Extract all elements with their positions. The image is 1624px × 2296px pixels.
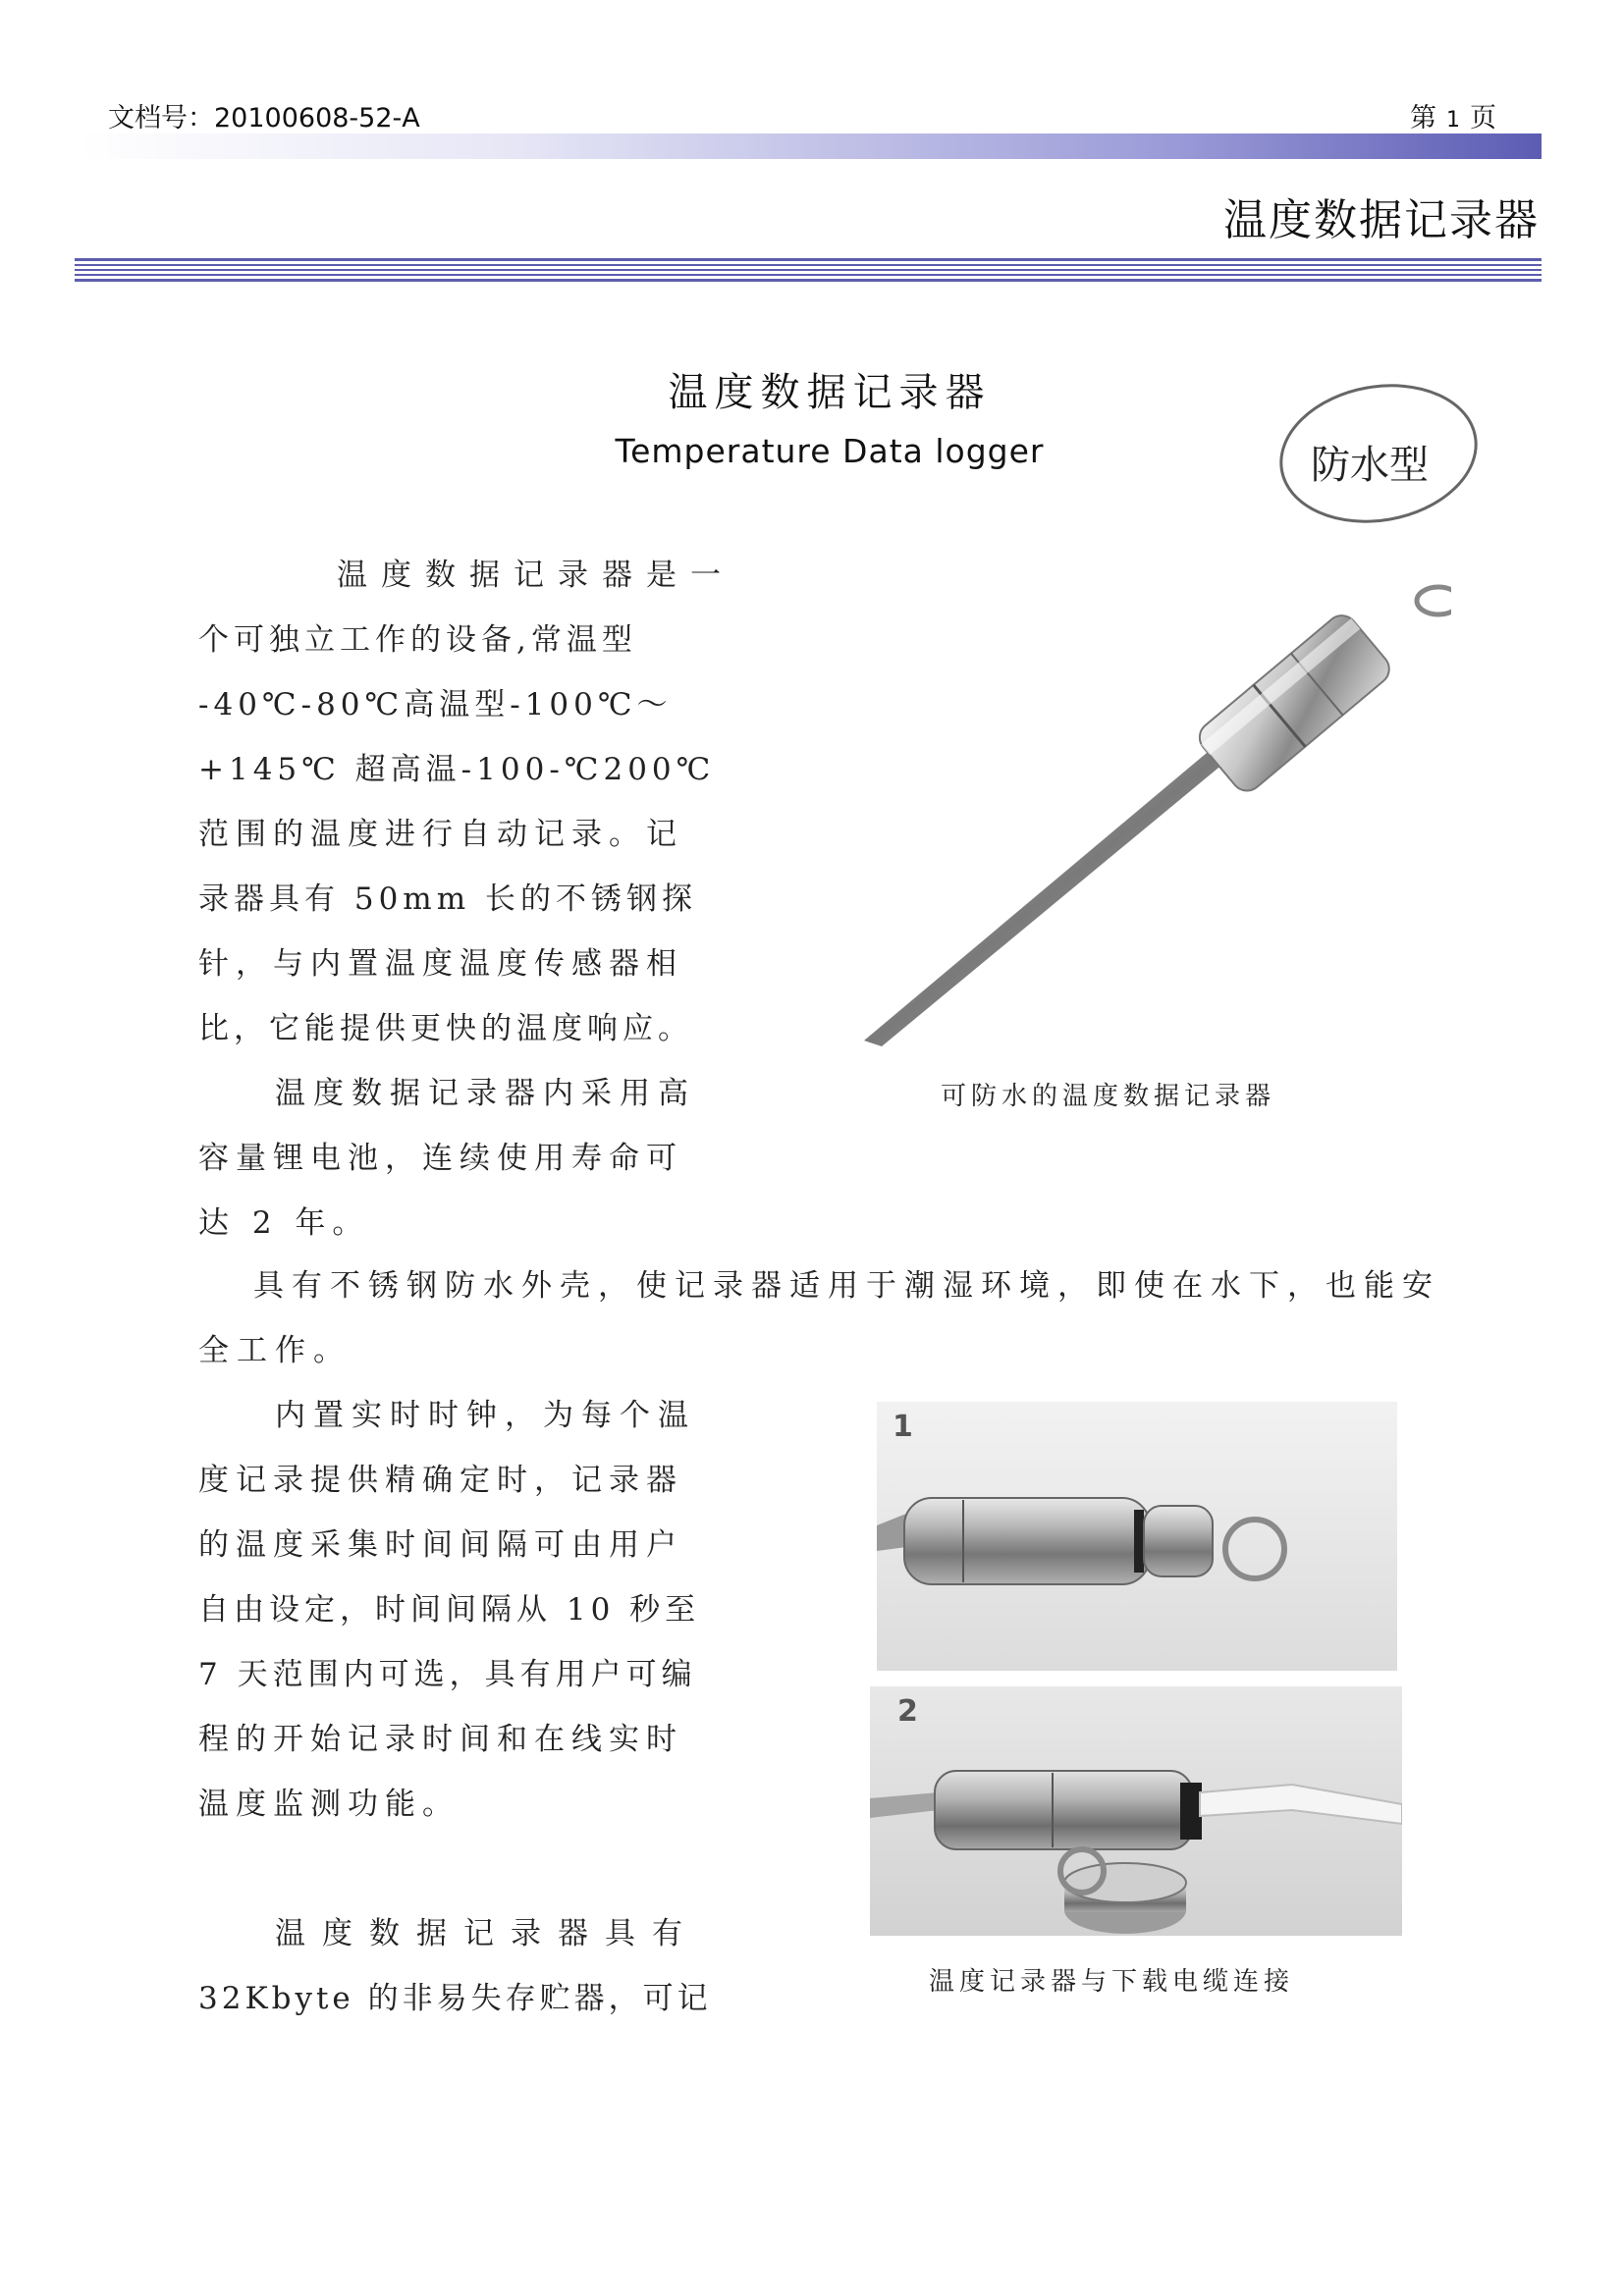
text-line: 范围的温度进行自动记录。记 [198, 817, 683, 852]
text-line: 7 天范围内可选，具有用户可编 [198, 1657, 697, 1692]
logger-photo-step-1 [877, 1402, 1397, 1671]
step-number-1: 1 [893, 1410, 913, 1444]
text-line: 温度监测功能。 [198, 1787, 460, 1822]
rule-line [75, 274, 1542, 276]
text-line: 内置实时时钟，为每个温 [275, 1398, 696, 1433]
rule-line [75, 279, 1542, 282]
text-line: 录器具有 50mm 长的不锈钢探 [198, 881, 697, 917]
waterproof-stamp-label: 防水型 [1311, 443, 1429, 488]
page-number [1410, 96, 1496, 134]
figure-caption-1: 可防水的温度数据记录器 [941, 1082, 1276, 1111]
text-line: 温度数据记录器具有 [275, 1916, 699, 1951]
page-prefix: 第 [1410, 103, 1436, 133]
figure-caption-2: 温度记录器与下载电缆连接 [929, 1967, 1295, 1997]
text-line: 自由设定，时间间隔从 10 秒至 [198, 1592, 701, 1628]
document-number: 文档号：20100608-52-A [108, 103, 420, 133]
text-line: 比，它能提供更快的温度响应。 [198, 1011, 693, 1046]
text-line: +145℃ 超高温-100-℃200℃ [198, 752, 716, 787]
rule-line [75, 269, 1542, 271]
text-line: 程的开始记录时间和在线实时 [198, 1722, 683, 1757]
page-subtitle: Temperature Data logger [615, 432, 1045, 470]
text-line: 个可独立工作的设备,常温型 [198, 622, 637, 658]
waterproof-logger-photo [864, 561, 1451, 1046]
step-number-2: 2 [897, 1694, 918, 1729]
logger-photo-1-graphic [877, 1402, 1397, 1671]
text-line: 的温度采集时间间隔可由用户 [198, 1527, 683, 1563]
rule-line [75, 264, 1542, 266]
text-line: 32Kbyte 的非易失存贮器，可记 [198, 1981, 712, 2016]
text-line: 温度数据记录器内采用高 [275, 1076, 696, 1111]
logger-photo-step-2 [870, 1686, 1402, 1936]
text-line: 针，与内置温度温度传感器相 [198, 946, 683, 982]
text-line: 全工作。 [198, 1333, 352, 1368]
page-suffix: 页 [1470, 103, 1496, 133]
logger-photo-2-graphic [870, 1686, 1402, 1936]
text-line: -40℃-80℃高温型-100℃～ [198, 687, 673, 722]
rule-line [75, 258, 1542, 261]
text-line: 具有不锈钢防水外壳，使记录器适用于潮湿环境，即使在水下，也能安 [253, 1268, 1440, 1304]
text-line: 度记录提供精确定时，记录器 [198, 1463, 683, 1498]
text-line: 达 2 年。 [198, 1205, 370, 1241]
page-number-value: 1 [1446, 108, 1460, 133]
header-gradient-bar [79, 133, 1542, 159]
text-line: 温度数据记录器是一 [337, 558, 734, 593]
text-line: 容量锂电池，连续使用寿命可 [198, 1141, 683, 1176]
page-title: 温度数据记录器 [668, 370, 992, 415]
header-section-title: 温度数据记录器 [1223, 195, 1540, 245]
